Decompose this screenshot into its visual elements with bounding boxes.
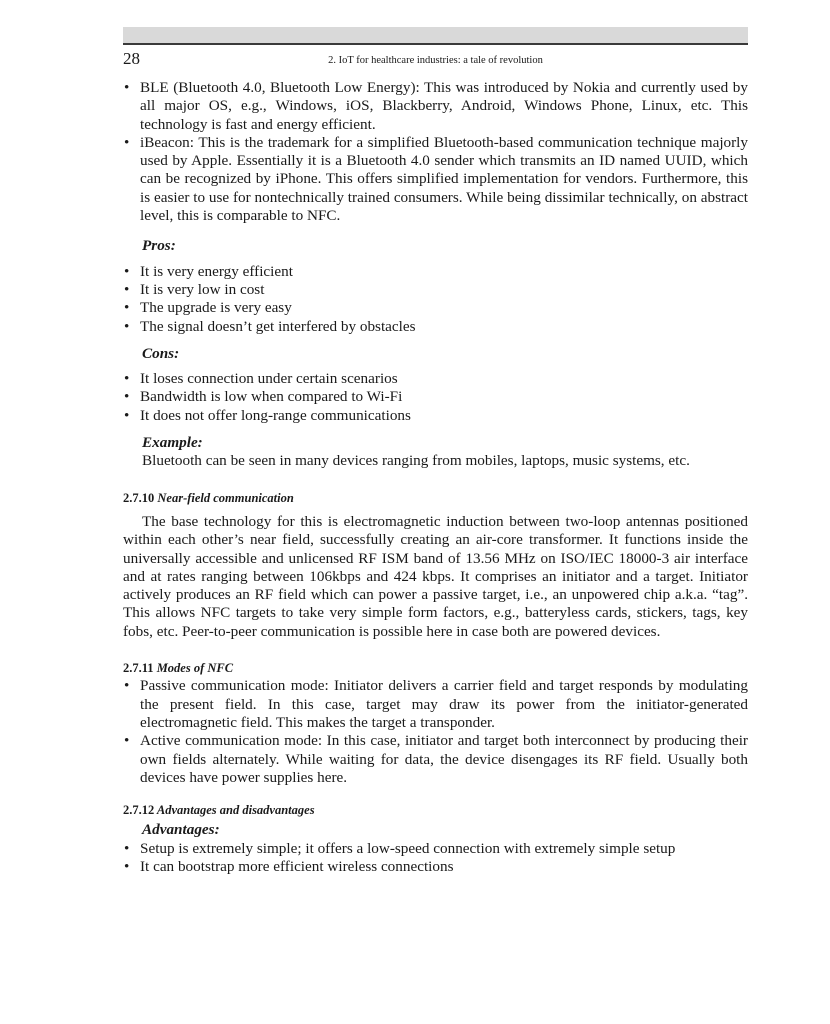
pros-label: Pros:: [142, 237, 176, 255]
list-item: • It is very energy efficient: [123, 263, 748, 281]
header-bar: [123, 27, 748, 43]
list-item: • The upgrade is very easy: [123, 299, 748, 317]
section-heading-modes: [123, 659, 748, 677]
section-number: 2.7.11: [123, 661, 154, 676]
section-number: 2.7.12: [123, 803, 155, 818]
section-title: Advantages and disadvantages: [156, 803, 315, 818]
list-item: • Bandwidth is low when compared to Wi-Fi: [123, 388, 748, 406]
pros-list: [123, 263, 748, 336]
cons-list: [123, 370, 748, 425]
list-item: • It can bootstrap more efficient wireless connections: [123, 858, 748, 876]
advantages-label: Advantages:: [142, 821, 220, 839]
list-item: • Active communication mode: In this case, initiator and target both interconnect by producing their own fields alternately. While waiting for data, the device disengages its RF field. Usually both devices have power supplies here.: [123, 732, 748, 787]
example-text: Bluetooth can be seen in many devices ranging from mobiles, laptops, music systems, etc.: [142, 452, 690, 470]
page-number: 28: [123, 49, 140, 68]
page-body: [123, 79, 748, 876]
list-item: • It does not offer long-range communications: [123, 407, 748, 425]
list-item: • Setup is extremely simple; it offers a low-speed connection with extremely simple setup: [123, 840, 748, 858]
section-heading-nfc: [123, 489, 748, 507]
cons-label: Cons:: [142, 344, 180, 362]
advantages-list: [123, 840, 748, 877]
list-item: • The signal doesn’t get interfered by obstacles: [123, 318, 748, 336]
nfc-paragraph: The base technology for this is electromagnetic induction between two-loop antennas positioned within each other’s near field, successfully creating an air-core transformer. It functions inside the universally accessible and unlicensed RF ISM band of 13.56 MHz on ISO/IEC 18000-3 air interface and at rates ranging between 106kbps and 424 kbps. It comprises an initiator and a target. Initiator actively produces an RF field which can power a passive target, i.e., an unpowered chip a.k.a. “tag”. This allows NFC targets to take very simple form factors, e.g., batteryless cards, stickers, tags, key fobs, etc. Peer-to-peer communication is possible here in case both are powered devices.: [123, 512, 748, 640]
list-item: • It is very low in cost: [123, 281, 748, 299]
section-heading-advantages: [123, 801, 748, 819]
list-item: • iBeacon: This is the trademark for a simplified Bluetooth-based communication technique majorly used by Apple. Essentially it is a Bluetooth 4.0 sender which transmits an ID named UUID, which can be recognized by iPhone. This offers simplified implementation for vendors. Furthermore, this is easier to use for nontechnically trained consumers. While being dissimilar technically, on abstract level, this is comparable to NFC.: [123, 134, 748, 225]
example-label: Example:: [142, 434, 203, 452]
list-item: • Passive communication mode: Initiator delivers a carrier field and target responds by modulating the present field. In this case, target may draw its power from the initiator-generated electromagnetic field. This makes the target a transponder.: [123, 677, 748, 732]
section-title: Near-field communication: [157, 490, 294, 505]
section-title: Modes of NFC: [156, 661, 234, 676]
modes-list: [123, 677, 748, 787]
list-item: • BLE (Bluetooth 4.0, Bluetooth Low Energy): This was introduced by Nokia and currently used by all major OS, e.g., Windows, iOS, Blackberry, Android, Windows Phone, Linux, etc. This technology is fast and energy efficient.: [123, 79, 748, 134]
running-title: 2. IoT for healthcare industries: a tale of revolution: [328, 55, 543, 66]
list-item: • It loses connection under certain scenarios: [123, 370, 748, 388]
header-rule: [123, 43, 748, 45]
intro-bullet-list: [123, 79, 748, 225]
section-number: 2.7.10: [123, 490, 155, 505]
